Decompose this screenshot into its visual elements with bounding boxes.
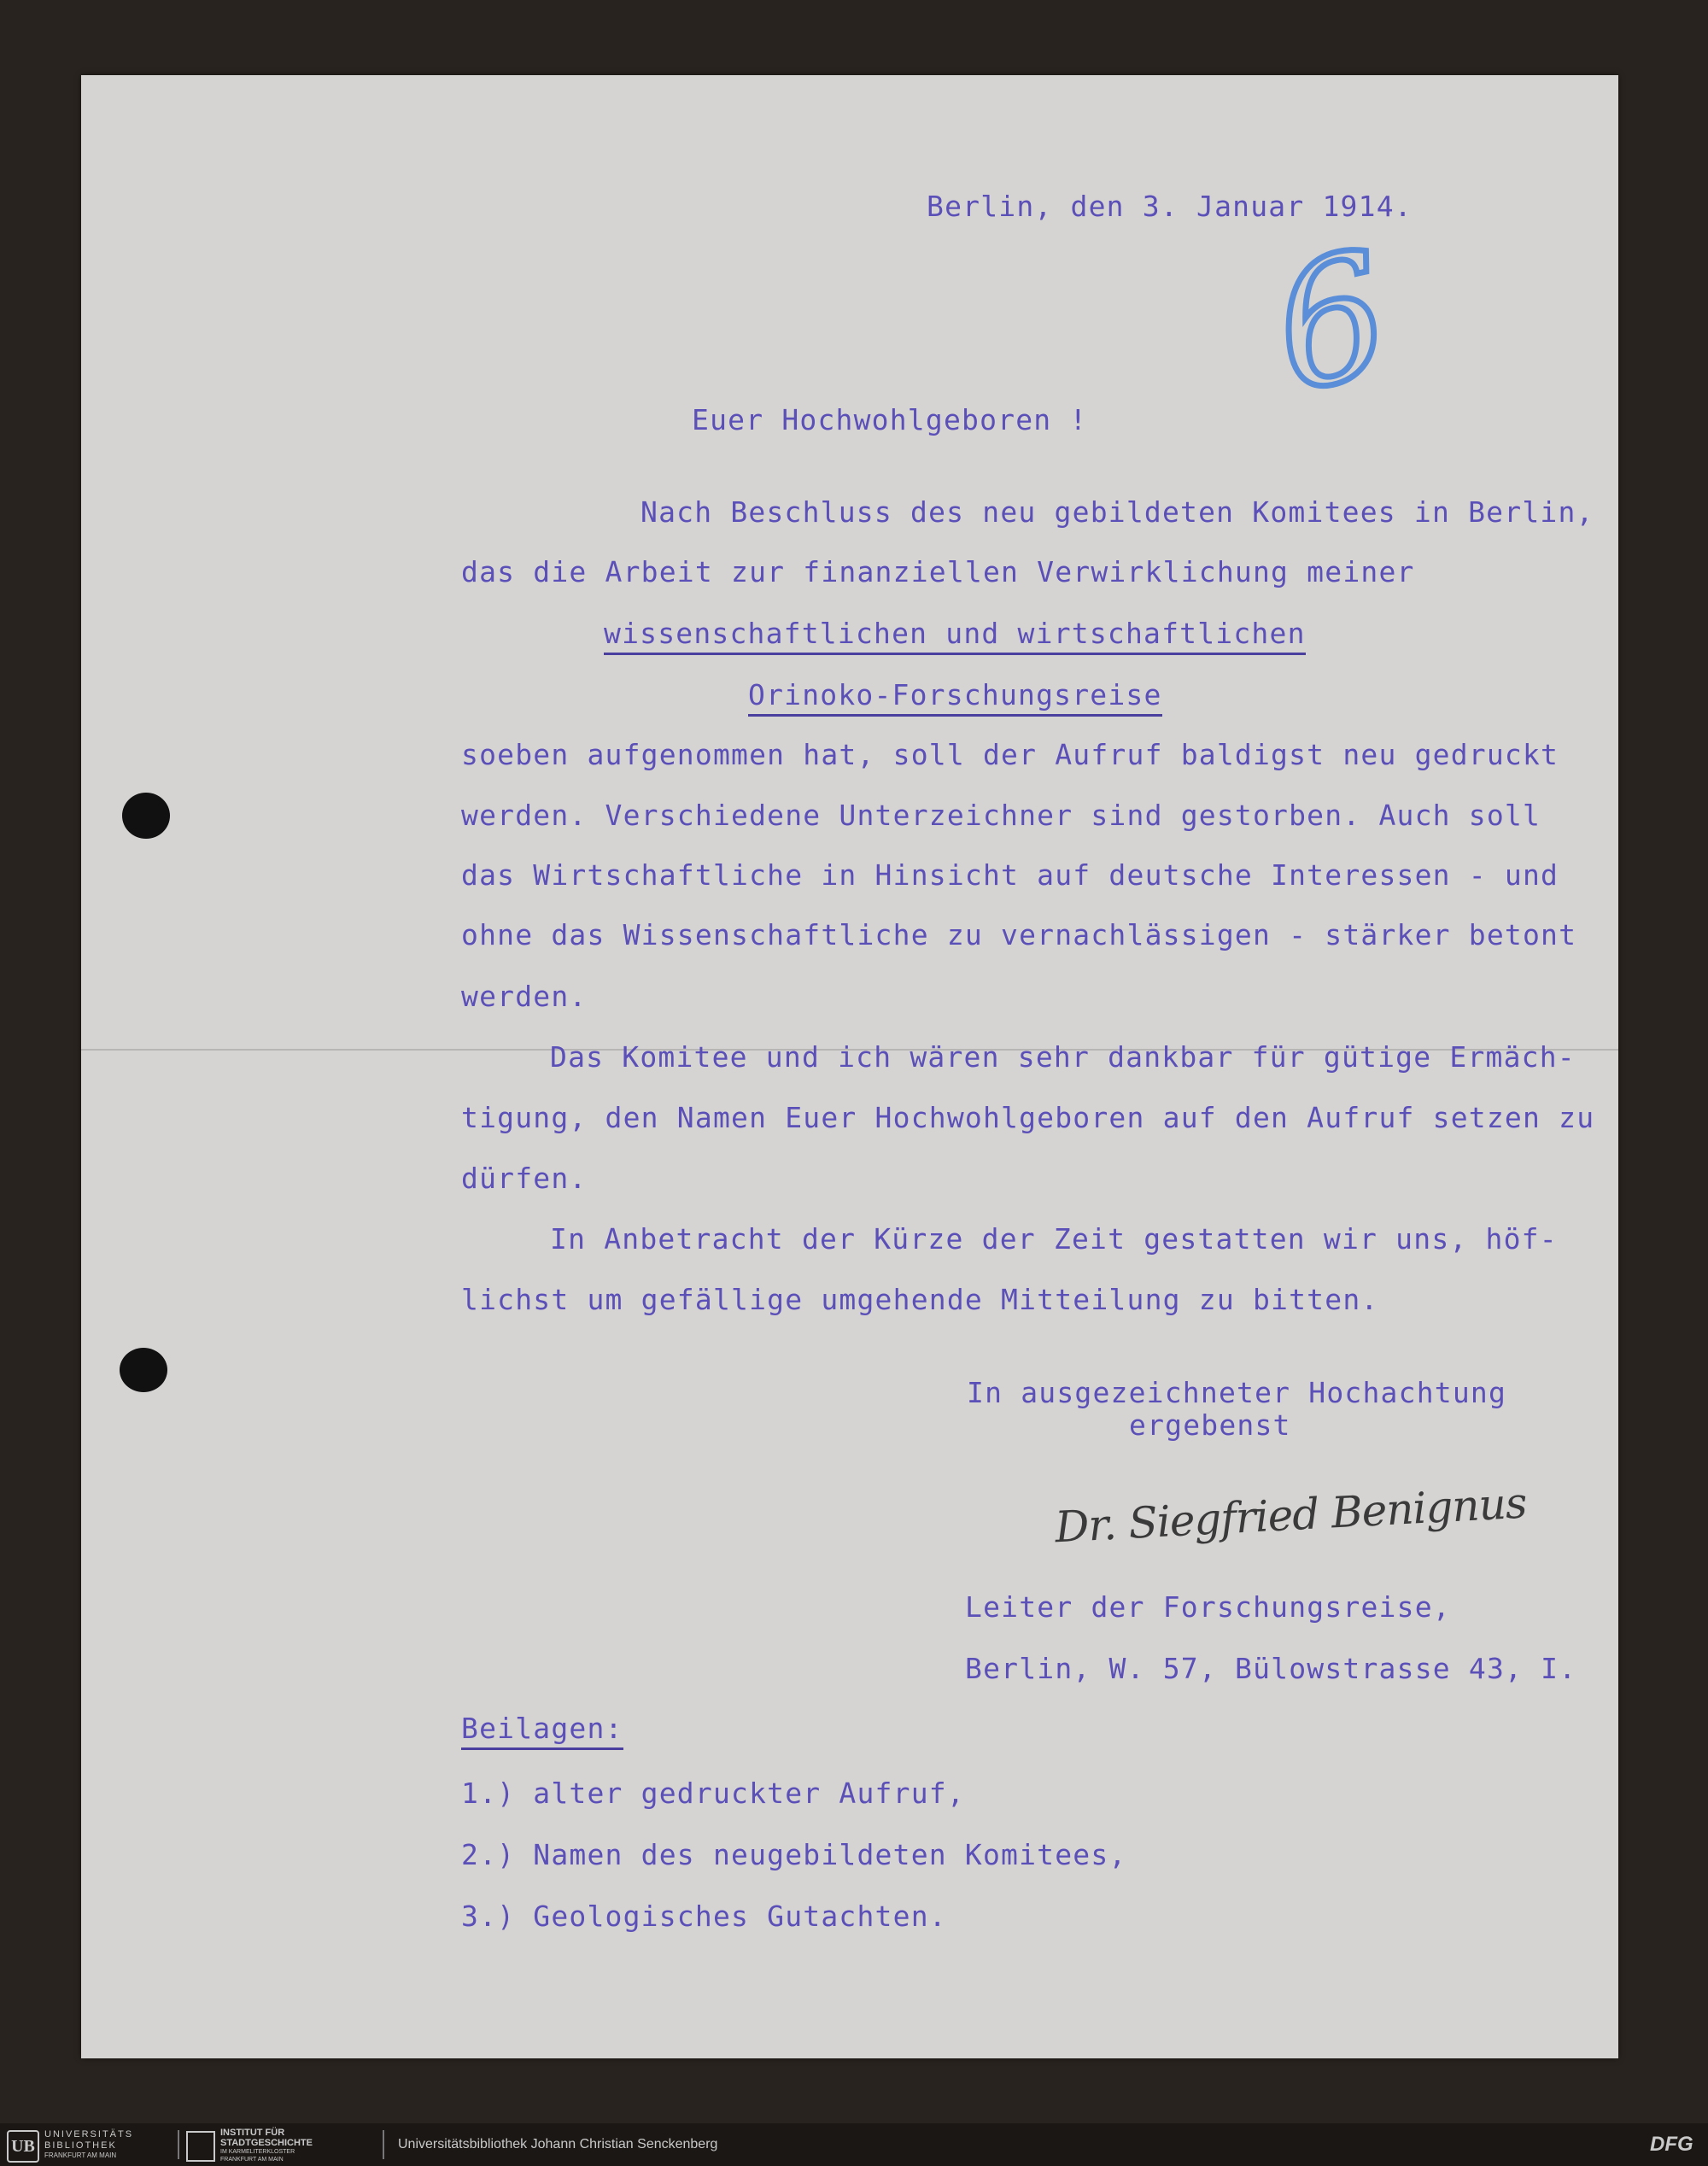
footer-separator — [383, 2130, 384, 2159]
salutation: Euer Hochwohlgeboren ! — [692, 403, 1088, 436]
pencil-page-number — [1257, 214, 1406, 431]
sender-address: Berlin, W. 57, Bülowstrasse 43, I. — [965, 1652, 1577, 1685]
ub-text-1: UNIVERSITÄTS — [44, 2129, 134, 2140]
isg-text-3: IM KARMELITERKLOSTER — [220, 2149, 295, 2155]
punch-hole-top — [122, 793, 170, 839]
ub-text-2: BIBLIOTHEK — [44, 2140, 117, 2151]
body-line: werden. — [461, 980, 588, 1013]
isg-text-1: INSTITUT FÜR — [220, 2128, 285, 2138]
isg-text-4: FRANKFURT AM MAIN — [220, 2157, 284, 2163]
punch-hole-bottom — [120, 1348, 167, 1392]
enclosure-item: 2.) Namen des neugebildeten Komitees, — [461, 1838, 1127, 1871]
enclosure-item: 1.) alter gedruckter Aufruf, — [461, 1777, 965, 1810]
body-line: Das Komitee und ich wären sehr dankbar für gütige Ermäch- — [550, 1040, 1576, 1074]
date-line: Berlin, den 3. Januar 1914. — [927, 190, 1413, 223]
handwritten-signature: Dr. Siegfried Benignus — [1053, 1478, 1528, 1553]
enclosure-item: 3.) Geologisches Gutachten. — [461, 1900, 947, 1933]
closing-line: In ausgezeichneter Hochachtung — [967, 1376, 1507, 1409]
body-line: lichst um gefällige umgehende Mitteilung zu bitten. — [461, 1283, 1379, 1316]
body-line: dürfen. — [461, 1162, 588, 1195]
body-line: das die Arbeit zur finanziellen Verwirklichung meiner — [461, 555, 1415, 588]
underlined-title: Orinoko-Forschungsreise — [748, 681, 1162, 717]
body-line: ohne das Wissenschaftliche zu vernachlässigen - stärker betont — [461, 918, 1577, 951]
body-line: In Anbetracht der Kürze der Zeit gestatten wir uns, höf- — [550, 1222, 1558, 1256]
underlined-line: wissenschaftlichen und wirtschaftlichen — [604, 619, 1306, 655]
footer-separator — [178, 2130, 179, 2159]
isg-text-2: STADTGESCHICHTE — [220, 2138, 313, 2148]
body-line: soeben aufgenommen hat, soll der Aufruf baldigst neu gedruckt — [461, 738, 1559, 771]
isg-logo-icon — [186, 2131, 215, 2162]
body-line: tigung, den Namen Euer Hochwohlgeboren auf den Aufruf setzen zu — [461, 1101, 1595, 1134]
closing-line: ergebenst — [1129, 1408, 1291, 1442]
body-line: das Wirtschaftliche in Hinsicht auf deutsche Interessen - und — [461, 858, 1559, 892]
enclosures-heading: Beilagen: — [461, 1714, 623, 1750]
pencil-number-text: 6 — [1257, 214, 1406, 431]
body-line: Nach Beschluss des neu gebildeten Komitees in Berlin, — [640, 495, 1594, 529]
ub-text-3: FRANKFURT AM MAIN — [44, 2151, 117, 2159]
footer-bar — [0, 2123, 1708, 2166]
sender-title: Leiter der Forschungsreise, — [965, 1590, 1451, 1624]
ub-logo: UB — [7, 2130, 39, 2163]
library-name: Universitätsbibliothek Johann Christian Senckenberg — [398, 2137, 718, 2151]
dfg-logo: DFG — [1650, 2133, 1693, 2156]
body-line: werden. Verschiedene Unterzeichner sind gestorben. Auch soll — [461, 799, 1541, 832]
